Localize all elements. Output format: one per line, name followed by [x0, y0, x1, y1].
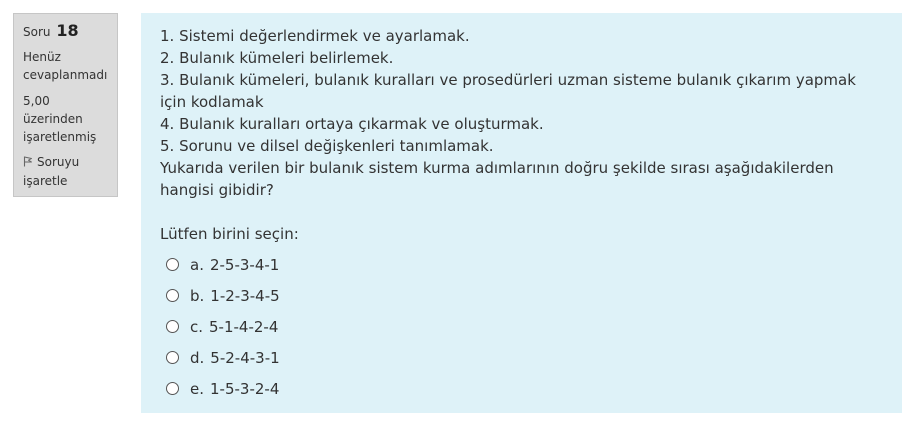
state-line-1: Henüz — [23, 50, 61, 64]
answer-letter: c. — [190, 317, 204, 336]
answer-text: 5-2-4-3-1 — [210, 348, 280, 367]
question-label: Soru — [23, 25, 51, 39]
radio-a[interactable] — [166, 258, 179, 271]
answer-letter: e. — [190, 379, 204, 398]
flag-line-2: işaretle — [23, 174, 68, 188]
question-number: 18 — [56, 21, 79, 40]
state-line-2: cevaplanmadı — [23, 68, 108, 82]
question-state — [23, 48, 108, 84]
radio-c[interactable] — [166, 320, 179, 333]
question-info-panel — [13, 13, 118, 197]
question-line-6: Yukarıda verilen bir bulanık sistem kurma adımlarının doğru şekilde sırası aşağıdakilerden hangisi gibidir? — [160, 159, 834, 199]
answer-list — [160, 249, 883, 404]
answer-option-b[interactable] — [160, 280, 883, 311]
answer-prompt: Lütfen birini seçin: — [160, 225, 299, 243]
answer-option-c[interactable] — [160, 311, 883, 342]
answer-text: 5-1-4-2-4 — [209, 317, 279, 336]
radio-e[interactable] — [166, 382, 179, 395]
radio-d[interactable] — [166, 351, 179, 364]
question-line-1: 1. Sistemi değerlendirmek ve ayarlamak. — [160, 27, 470, 45]
answer-letter: b. — [190, 286, 205, 305]
question-line-5: 5. Sorunu ve dilsel değişkenleri tanımlamak. — [160, 137, 494, 155]
answer-option-e[interactable] — [160, 373, 883, 404]
flag-line-1: Soruyu — [37, 155, 80, 169]
answer-letter: d. — [190, 348, 205, 367]
question-line-4: 4. Bulanık kuralları ortaya çıkarmak ve oluşturmak. — [160, 115, 544, 133]
question-grade — [23, 92, 108, 146]
grade-line-1: 5,00 — [23, 94, 50, 108]
grade-line-3: işaretlenmiş — [23, 130, 97, 144]
answer-letter: a. — [190, 255, 204, 274]
question-number-row — [23, 21, 108, 42]
answer-text: 1-5-3-2-4 — [210, 379, 280, 398]
answer-option-d[interactable] — [160, 342, 883, 373]
flag-icon — [23, 154, 33, 172]
flag-question-button[interactable] — [23, 153, 108, 190]
answer-text: 1-2-3-4-5 — [210, 286, 280, 305]
question-content — [141, 13, 902, 413]
question-text — [160, 25, 883, 201]
answer-option-a[interactable] — [160, 249, 883, 280]
grade-line-2: üzerinden — [23, 112, 83, 126]
radio-b[interactable] — [166, 289, 179, 302]
question-line-3: 3. Bulanık kümeleri, bulanık kuralları ve prosedürleri uzman sisteme bulanık çıkarım yapmak için kodlamak — [160, 71, 856, 111]
answer-text: 2-5-3-4-1 — [209, 255, 280, 274]
question-line-2: 2. Bulanık kümeleri belirlemek. — [160, 49, 394, 67]
